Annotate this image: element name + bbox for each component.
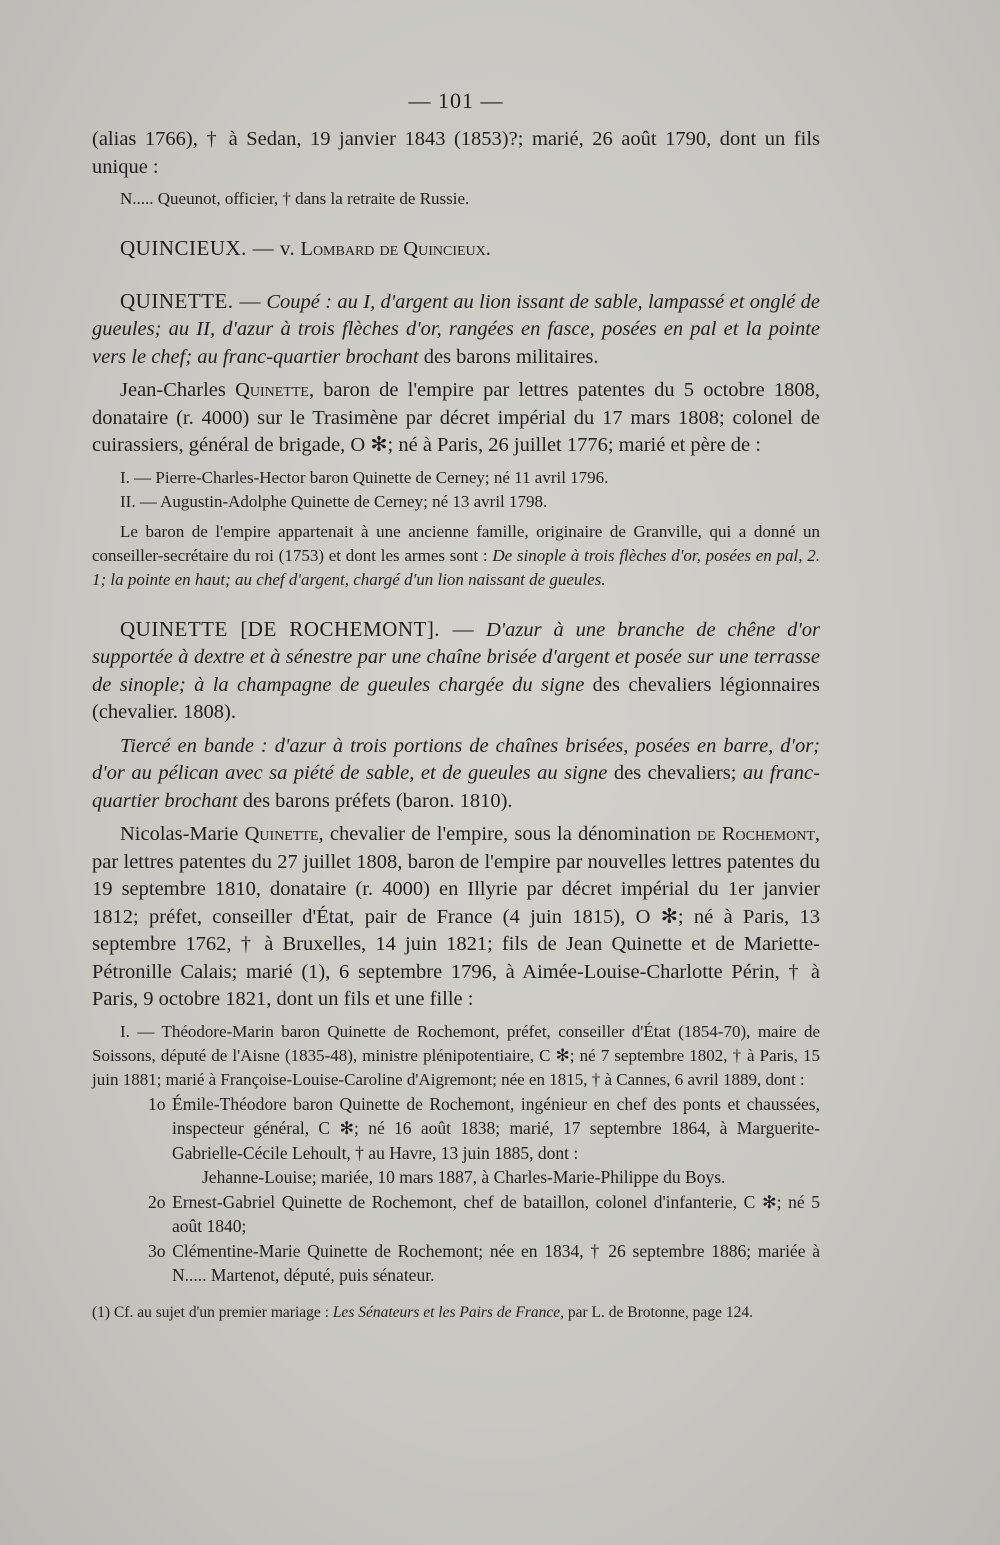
bio-text: , chevalier de l'empire, sous la dénomination [318,823,691,845]
entry-quinette-bio [92,377,820,460]
entry-rochemont-bio [92,821,820,1014]
child-entry: I. — Pierre-Charles-Hector baron Quinette de Cerney; né 11 avril 1796. [120,467,609,487]
blazon-text-end: des barons préfets (baron. 1810). [242,789,513,812]
footnote-text: (1) Cf. au sujet d'un premier mariage : [92,1303,329,1321]
child-entry: I. — Théodore-Marin baron Quinette de Rochemont, préfet, conseiller d'État (1854-70), maire de Soissons, député de l'Aisne (1835-48), ministre plénipotentiaire, C ✻; né 7 septembre 1802, † à Paris, 15 juin 1881; marié à Françoise-Louise-Caroline d'Aigremont; née en 1815, † à Cannes, 6 avril 1889, dont : [92,1021,820,1089]
blazon-text-end: des chevaliers légionnaires (chevalier. 1808). [92,673,820,723]
previous-entry-continuation: (alias 1766), † à Sedan, 19 janvier 1843 (1853)?; marié, 26 août 1790, dont un fils unique : [92,128,820,178]
blazon-text: Coupé : au I, d'argent au lion issant de sable, lampassé et onglé de gueules; au II, d'azur à trois flèches d'or, rangées en fasce, posées en pal et la pointe vers le chef; au franc-quartier brochant [92,290,820,368]
entry-rochemont-arms [92,616,820,727]
child-entry: II. — Augustin-Adolphe Quinette de Cerney; né 13 avril 1798. [120,491,548,511]
blazon-text-end: des barons militaires. [423,345,599,368]
footnote [92,1302,820,1324]
entry-rochemont-arms-2 [92,733,820,816]
grandchild-entry: 2o Ernest-Gabriel Quinette de Rochemont, chef de bataillon, colonel d'infanterie, C ✻; né 5 août 1840; [148,1191,820,1236]
family-note [92,520,820,592]
footnote-text: par L. de Brotonne, page 124. [567,1303,753,1321]
blazon-text: au franc-quartier brochant [92,762,820,812]
entry-quinette-arms [92,288,820,372]
blazon-text: Tiercé en bande : d'azur à trois portions de chaînes brisées, posées en barre, d'or; d'or au pélican avec sa piété de sable, et de gueules au signe [92,734,820,784]
person-name: Nicolas-Marie [120,823,239,845]
person-name: Jean-Charles [120,379,226,401]
bio-text: , baron de l'empire par lettres patentes du 5 octobre 1808, donataire (r. 4000) sur le Trasimène par décret impérial du 17 mars 1808; colonel de cuirassiers, général de brigade, O ✻; né à Paris, 26 juillet 1776; marié et père de : [92,379,821,456]
entry-heading: QUINCIEUX. — v. [120,236,296,260]
footnote-title: Les Sénateurs et les Pairs de France, [332,1303,564,1321]
bio-text: , par lettres patentes du 27 juillet 1808, baron de l'empire par nouvelles lettres patentes du 19 septembre 1810, donataire (r. 4000) en Illyrie par décret impérial du 1er janvier 1812; préfet, conseiller d'État, pair de France (4 juin 1815), O ✻; né à Paris, 13 septembre 1762, † à Bruxelles, 14 juin 1821; fils de Jean Quinette et de Mariette-Pétronille Calais; marié (1), 6 septembre 1796, à Aimée-Louise-Charlotte Périn, † à Paris, 9 octobre 1821, dont un fils et une fille : [92,823,821,1010]
surname: Quinette [244,823,319,845]
previous-entry-child: N..... Queunot, officier, † dans la retraite de Russie. [120,189,470,208]
entry-heading: QUINETTE. — [120,288,262,313]
page-number: — 101 — [408,88,504,113]
blazon-text-mid: des chevaliers; [613,762,737,784]
entry-quincieux [92,235,820,264]
blazon-text: D'azur à une branche de chêne d'or supportée à dextre et à sénestre par une chaîne brisée d'argent et posée sur une terrasse de sinople; à la champagne de gueules chargée du signe [92,618,820,696]
great-grandchild-entry: Jehanne-Louise; mariée, 10 mars 1887, à Charles-Marie-Philippe du Boys. [202,1167,726,1187]
grandchild-entry: 3o Clémentine-Marie Quinette de Rochemont; née en 1834, † 26 septembre 1886; mariée à N..... Martenot, député, puis sénateur. [148,1240,820,1285]
title-denomination: de Rochemont [697,823,815,845]
grandchild-entry: 1o Émile-Théodore baron Quinette de Rochemont, ingénieur en chef des ponts et chaussées, inspecteur général, C ✻; né 16 août 1838; marié, 17 septembre 1864, à Marguerite-Gabrielle-Cécile Lehoult, † au Havre, 13 juin 1885, dont : [148,1093,820,1163]
entry-heading: QUINETTE [DE ROCHEMONT]. — [120,616,475,641]
note-blazon: De sinople à trois flèches d'or, posées en pal, 2. 1; la pointe en haut; au chef d'argent, chargé d'un lion naissant de gueules. [92,545,821,589]
note-text: Le baron de l'empire appartenait à une ancienne famille, originaire de Granville, qui a donné un conseiller-secrétaire du roi (1753) et dont les armes sont : [92,521,820,565]
cross-reference: Lombard de Quincieux. [300,238,491,260]
surname: Quinette [235,379,309,401]
